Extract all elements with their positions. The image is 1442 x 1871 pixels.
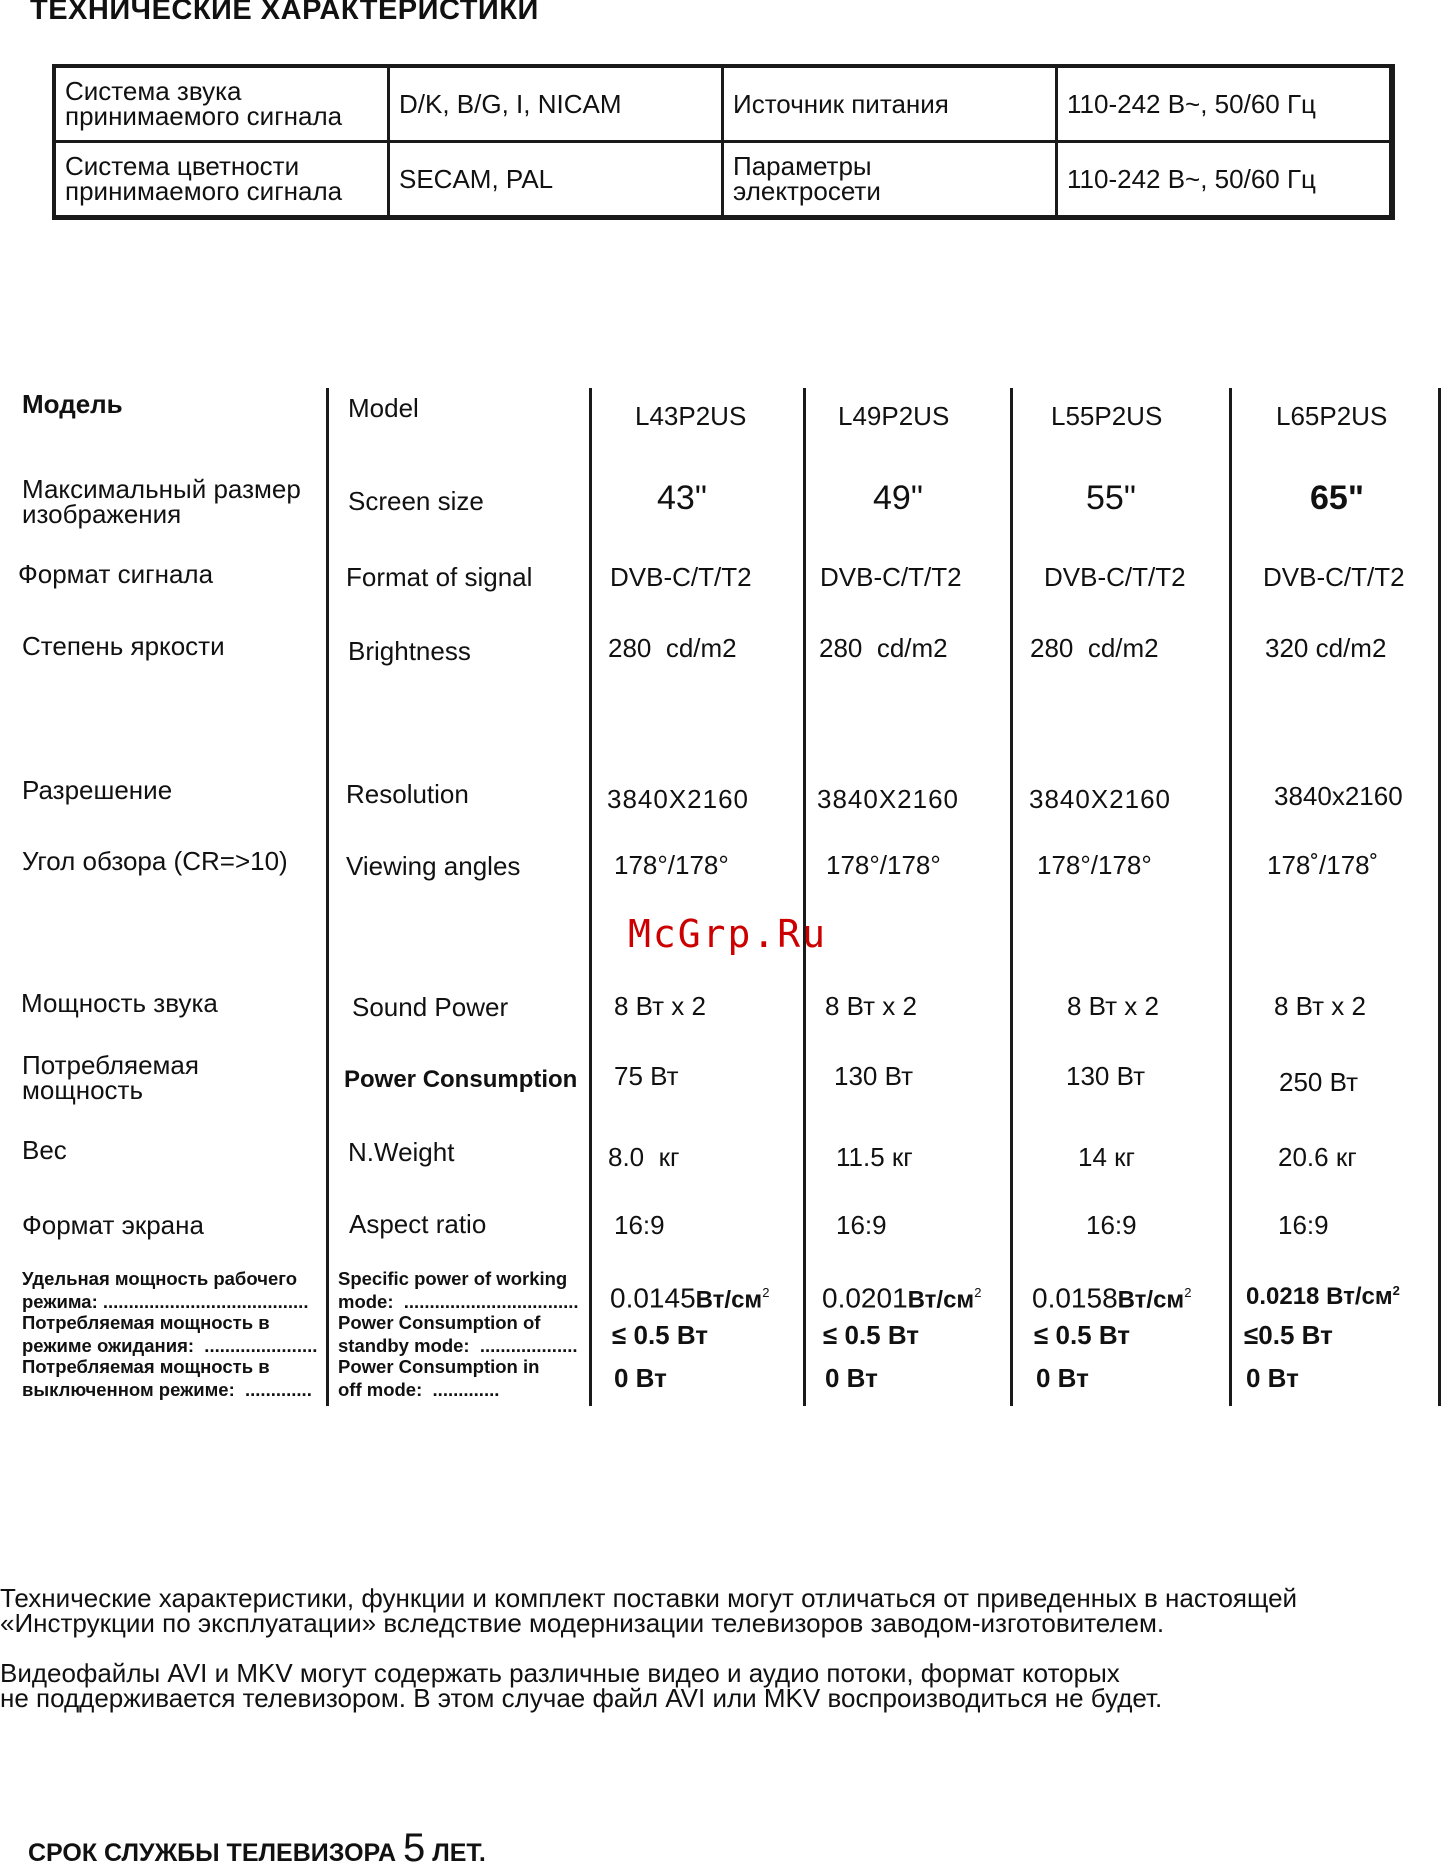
spec-value: 16:9: [1086, 1210, 1137, 1240]
spec-value: 8 Вт х 2: [1274, 991, 1366, 1021]
disclaimer-line: не поддерживается телевизором. В этом случае файл AVI или MKV воспроизводиться не будет.: [0, 1683, 1163, 1713]
service-life: СРОК СЛУЖБЫ ТЕЛЕВИЗОРА 5 ЛЕТ.: [28, 1826, 486, 1870]
specific-power-value: $0.0158Вт/см^2$: [1032, 1282, 1192, 1314]
table-cell: Система цветности принимаемого сигнала: [54, 142, 389, 218]
spec-value: 8 Вт х 2: [825, 991, 917, 1021]
label-ru-weight: Вес: [22, 1135, 67, 1165]
table-row: [54, 66, 1392, 142]
label-en-signal-format: Format of signal: [346, 562, 533, 592]
spec-value: 55": [1086, 479, 1136, 517]
spec-value: DVB-C/T/T2: [1263, 562, 1405, 592]
label-en-sound-power: Sound Power: [352, 992, 509, 1022]
spec-value: 3840X2160: [817, 784, 960, 814]
off-power-value: 0 Вт: [825, 1363, 878, 1393]
spec-value: 280 cd/m2: [608, 633, 737, 663]
spec-value: DVB-C/T/T2: [610, 562, 752, 592]
column-divider: [589, 388, 592, 1406]
label-ru-sound-power: Мощность звука: [21, 988, 218, 1018]
spec-value: L49P2US: [838, 401, 950, 431]
table-cell: Источник питания: [723, 66, 1057, 142]
spec-value: 130 Вт: [834, 1061, 913, 1091]
label-en-viewing-angles: Viewing angles: [346, 851, 521, 881]
spec-value: 3840X2160: [1029, 784, 1172, 814]
table-cell: Система звука принимаемого сигнала: [54, 66, 389, 142]
label-en-model: Model: [348, 393, 419, 423]
label-ru-aspect-ratio: Формат экрана: [22, 1210, 204, 1240]
spec-value: 178°/178°: [1037, 850, 1152, 880]
table-cell: D/K, B/G, I, NICAM: [389, 66, 723, 142]
off-power-value: 0 Вт: [1246, 1363, 1299, 1393]
label-ru-model: Модель: [22, 389, 123, 419]
spec-value: 8 Вт х 2: [1067, 991, 1159, 1021]
label-en-screen-size: Screen size: [348, 486, 484, 516]
standby-power-value: ≤ 0.5 Вт: [1034, 1320, 1131, 1350]
label-ru-resolution: Разрешение: [22, 775, 173, 805]
spec-value: L65P2US: [1276, 401, 1388, 431]
table-row: [54, 142, 1392, 218]
label-en-weight: N.Weight: [348, 1137, 455, 1167]
label-en-off-power: Power Consumption in off mode: .............: [338, 1356, 540, 1400]
off-power-value: 0 Вт: [614, 1363, 667, 1393]
spec-value: L55P2US: [1051, 401, 1163, 431]
label-ru-specific-power: Удельная мощность рабочего режима: ........................................: [22, 1268, 309, 1312]
spec-value: 3840X2160: [607, 784, 750, 814]
label-ru-screen-size: Максимальный размер изображения: [22, 474, 301, 529]
signal-systems-table: [52, 64, 1395, 220]
disclaimer-line: Видеофайлы AVI и MKV могут содержать различные видео и аудио потоки, формат которых: [0, 1658, 1120, 1688]
column-divider: [803, 388, 806, 1406]
page-title: ТЕХНИЧЕСКИЕ ХАРАКТЕРИСТИКИ: [30, 0, 539, 26]
label-en-power-consumption: Power Consumption: [344, 1066, 578, 1093]
column-divider: [1010, 388, 1013, 1406]
spec-value: 43": [657, 479, 707, 517]
specific-power-value: 0.0218 $Вт/см^2$: [1246, 1283, 1400, 1310]
disclaimer-line: Технические характеристики, функции и комплект поставки могут отличаться от приведенных в настоящей: [0, 1583, 1298, 1613]
spec-value: 320 cd/m2: [1265, 633, 1387, 663]
table-cell: 110-242 В~, 50/60 Гц: [1057, 142, 1393, 218]
watermark: McGrp.Ru: [628, 912, 828, 956]
label-ru-brightness: Степень яркости: [22, 631, 225, 661]
spec-value: DVB-C/T/T2: [1044, 562, 1186, 592]
spec-value: 11.5 кг: [836, 1142, 913, 1172]
spec-value: 49": [873, 479, 923, 517]
spec-value: DVB-C/T/T2: [820, 562, 962, 592]
label-ru-power-consumption: Потребляемая мощность: [22, 1050, 199, 1105]
standby-power-value: ≤ 0.5 Вт: [612, 1320, 709, 1350]
standby-power-value: ≤ 0.5 Вт: [823, 1320, 920, 1350]
specific-power-value: $0.0201Вт/см^2$: [822, 1282, 982, 1314]
spec-value: L43P2US: [635, 401, 747, 431]
label-en-resolution: Resolution: [346, 779, 469, 809]
table-cell: Параметры электросети: [723, 142, 1057, 218]
spec-value: 14 кг: [1078, 1142, 1136, 1172]
column-divider: [326, 388, 329, 1406]
spec-value: 178°/178°: [826, 850, 941, 880]
spec-value: 8.0 кг: [608, 1142, 680, 1172]
spec-value: 75 Вт: [614, 1061, 679, 1091]
off-power-value: 0 Вт: [1036, 1363, 1089, 1393]
specific-power-value: $0.0145Вт/см^2$: [610, 1282, 770, 1314]
spec-value: 178˚/178˚: [1267, 850, 1379, 880]
spec-value: 130 Вт: [1066, 1061, 1145, 1091]
spec-value: 16:9: [614, 1210, 665, 1240]
spec-value: 280 cd/m2: [819, 633, 948, 663]
label-en-specific-power: Specific power of working mode: ..................................: [338, 1268, 579, 1312]
column-divider: [1229, 388, 1232, 1406]
label-ru-off-power: Потребляемая мощность в выключенном режиме: .............: [22, 1356, 312, 1400]
disclaimer-line: «Инструкции по эксплуатации» вследствие модернизации телевизоров заводом-изготовителем.: [0, 1608, 1165, 1638]
spec-value: 178°/178°: [614, 850, 729, 880]
column-divider: [1438, 388, 1441, 1406]
label-en-standby-power: Power Consumption of standby mode: ...................: [338, 1312, 578, 1356]
spec-value: 250 Вт: [1279, 1067, 1358, 1097]
spec-value: 20.6 кг: [1278, 1142, 1357, 1172]
label-ru-standby-power: Потребляемая мощность в режиме ожидания: ......................: [22, 1312, 318, 1356]
spec-value: 280 cd/m2: [1030, 633, 1159, 663]
spec-value: 3840x2160: [1274, 781, 1403, 811]
spec-value: 65": [1310, 479, 1364, 517]
table-cell: 110-242 В~, 50/60 Гц: [1057, 66, 1393, 142]
spec-value: 8 Вт х 2: [614, 991, 706, 1021]
label-en-brightness: Brightness: [348, 636, 471, 666]
table-cell: SECAM, PAL: [389, 142, 723, 218]
label-ru-signal-format: Формат сигнала: [18, 559, 214, 589]
standby-power-value: ≤0.5 Вт: [1244, 1320, 1333, 1350]
label-ru-viewing-angle: Угол обзора (CR=>10): [22, 846, 288, 876]
label-en-aspect-ratio: Aspect ratio: [349, 1209, 487, 1239]
spec-value: 16:9: [836, 1210, 887, 1240]
spec-value: 16:9: [1278, 1210, 1329, 1240]
